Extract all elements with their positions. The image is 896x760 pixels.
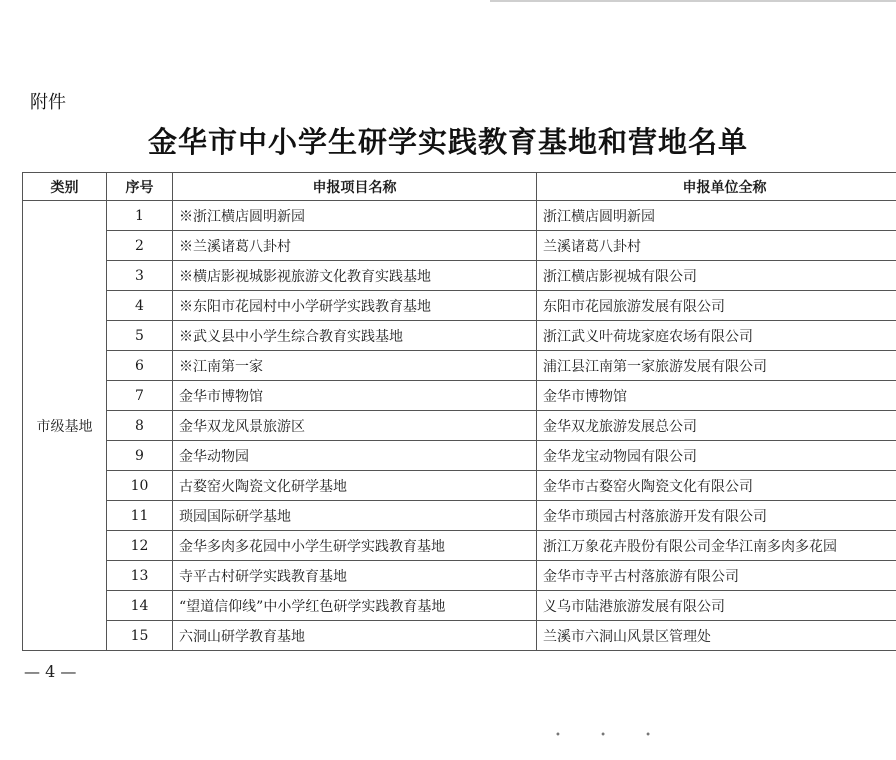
- header-number: 序号: [107, 173, 173, 201]
- project-name-cell: 寺平古村研学实践教育基地: [173, 561, 537, 591]
- table-row: [23, 291, 896, 321]
- row-number-cell: 14: [107, 591, 173, 621]
- table-row: [23, 261, 896, 291]
- row-number-cell: 13: [107, 561, 173, 591]
- project-name-cell: 金华动物园: [173, 441, 537, 471]
- project-name-cell: ※横店影视城影视旅游文化教育实践基地: [173, 261, 537, 291]
- top-edge-line: [490, 0, 896, 2]
- row-number-cell: 7: [107, 381, 173, 411]
- project-name-cell: ※江南第一家: [173, 351, 537, 381]
- row-number-cell: 10: [107, 471, 173, 501]
- unit-name-cell: 义乌市陆港旅游发展有限公司: [537, 591, 896, 621]
- unit-name-cell: 金华市寺平古村落旅游有限公司: [537, 561, 896, 591]
- unit-name-cell: 兰溪诸葛八卦村: [537, 231, 896, 261]
- project-name-cell: 金华双龙风景旅游区: [173, 411, 537, 441]
- table-header-row: [23, 173, 896, 201]
- project-name-cell: 金华多肉多花园中小学生研学实践教育基地: [173, 531, 537, 561]
- table-row: [23, 501, 896, 531]
- unit-name-cell: 金华双龙旅游发展总公司: [537, 411, 896, 441]
- header-project-name: 申报项目名称: [173, 173, 537, 201]
- category-cell: 市级基地: [23, 201, 107, 651]
- table-row: [23, 471, 896, 501]
- row-number-cell: 9: [107, 441, 173, 471]
- row-number-cell: 3: [107, 261, 173, 291]
- project-name-cell: ※兰溪诸葛八卦村: [173, 231, 537, 261]
- unit-name-cell: 金华市博物馆: [537, 381, 896, 411]
- row-number-cell: 5: [107, 321, 173, 351]
- unit-name-cell: 浦江县江南第一家旅游发展有限公司: [537, 351, 896, 381]
- page-number: — 4 —: [24, 662, 77, 681]
- unit-name-cell: 金华市琐园古村落旅游开发有限公司: [537, 501, 896, 531]
- table-row: [23, 531, 896, 561]
- unit-name-cell: 浙江横店圆明新园: [537, 201, 896, 231]
- scan-specks: • • •: [555, 730, 670, 741]
- row-number-cell: 6: [107, 351, 173, 381]
- table-row: [23, 231, 896, 261]
- unit-name-cell: 金华龙宝动物园有限公司: [537, 441, 896, 471]
- project-name-cell: ※武义县中小学生综合教育实践基地: [173, 321, 537, 351]
- unit-name-cell: 浙江横店影视城有限公司: [537, 261, 896, 291]
- header-category: 类别: [23, 173, 107, 201]
- project-name-cell: 金华市博物馆: [173, 381, 537, 411]
- table-row: [23, 561, 896, 591]
- header-unit-name: 申报单位全称: [537, 173, 896, 201]
- document-title: 金华市中小学生研学实践教育基地和营地名单: [147, 125, 748, 159]
- row-number-cell: 12: [107, 531, 173, 561]
- project-name-cell: ※浙江横店圆明新园: [173, 201, 537, 231]
- unit-name-cell: 兰溪市六洞山风景区管理处: [537, 621, 896, 651]
- table-row: [23, 321, 896, 351]
- row-number-cell: 11: [107, 501, 173, 531]
- row-number-cell: 15: [107, 621, 173, 651]
- row-number-cell: 1: [107, 201, 173, 231]
- table-row: [23, 351, 896, 381]
- row-number-cell: 2: [107, 231, 173, 261]
- unit-name-cell: 金华市古婺窑火陶瓷文化有限公司: [537, 471, 896, 501]
- base-roster-table: [22, 172, 896, 651]
- project-name-cell: ※东阳市花园村中小学研学实践教育基地: [173, 291, 537, 321]
- project-name-cell: 琐园国际研学基地: [173, 501, 537, 531]
- unit-name-cell: 浙江武义叶荷垅家庭农场有限公司: [537, 321, 896, 351]
- project-name-cell: 六洞山研学教育基地: [173, 621, 537, 651]
- table-row: [23, 201, 896, 231]
- table-row: [23, 591, 896, 621]
- row-number-cell: 4: [107, 291, 173, 321]
- project-name-cell: “望道信仰线”中小学红色研学实践教育基地: [173, 591, 537, 621]
- project-name-cell: 古婺窑火陶瓷文化研学基地: [173, 471, 537, 501]
- table-row: [23, 381, 896, 411]
- table-row: [23, 411, 896, 441]
- unit-name-cell: 浙江万象花卉股份有限公司金华江南多肉多花园: [537, 531, 896, 561]
- table-body: [23, 201, 896, 651]
- table-row: [23, 621, 896, 651]
- unit-name-cell: 东阳市花园旅游发展有限公司: [537, 291, 896, 321]
- row-number-cell: 8: [107, 411, 173, 441]
- table-row: [23, 441, 896, 471]
- attachment-label: 附件: [30, 92, 66, 113]
